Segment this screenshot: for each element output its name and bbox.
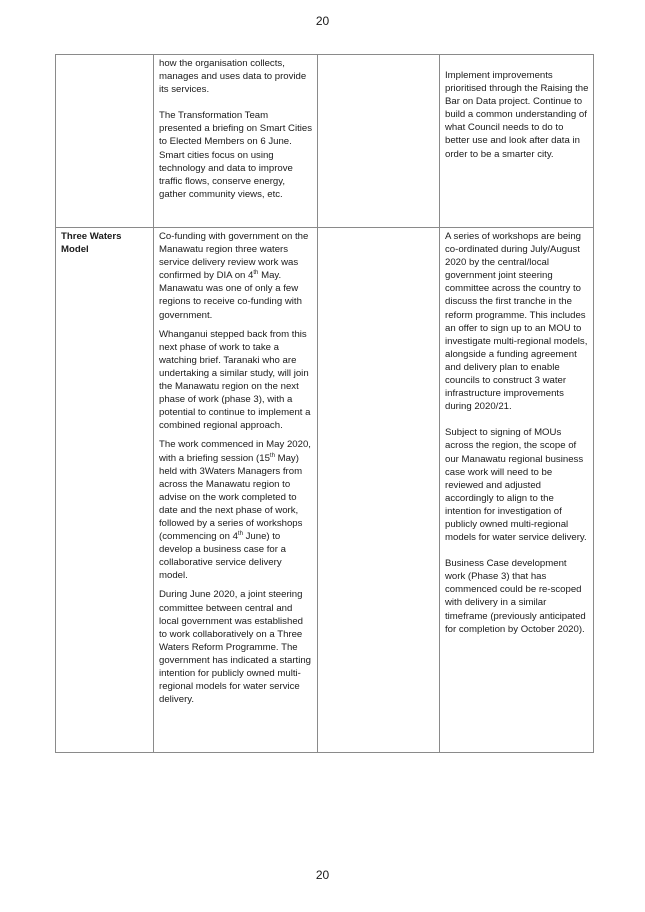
text-run: May) held with 3Waters Managers from across the Manawatu region to advise on the work completed to date and the next phase of work, followed by a series of workshops (commencing on 4 xyxy=(159,452,303,543)
next-steps-cell xyxy=(440,55,594,228)
table-row xyxy=(56,228,594,753)
superscript: th xyxy=(237,530,243,537)
page-number-bottom: 20 xyxy=(315,868,330,882)
text-run: The work commenced in May 2020, with a briefing session (15 xyxy=(159,439,311,464)
progress-paragraph: During June 2020, a joint steering committee between central and local government was established to work collaboratively on a Three Waters Reform Programme. The government has indicated a starting intention for publicly owned multi-regional models for water service delivery. xyxy=(159,589,311,706)
text-run: Co-funding with government on the Manawatu region three waters service delivery review work was confirmed by DIA on 4 xyxy=(159,231,309,282)
next-steps-paragraph: A series of workshops are being co-ordinated during July/August 2020 by the central/local government joint steering committee across the country to discuss the first tranche in the reform programme. This includes an offer to sign up to an MOU to investigate multi-regional models, alongside a funding agreement and delivery plan to enable councils to construct 3 water infrastructure improvements during 2020/21. xyxy=(445,231,588,413)
next-steps-paragraph: Business Case development work (Phase 3) that has commenced could be re-scoped with delivery in a similar timeframe (previously anticipated for completion by October 2020). xyxy=(445,558,586,635)
progress-paragraph xyxy=(159,438,313,582)
next-steps-paragraph: Subject to signing of MOUs across the region, the scope of our Manawatu regional business case work will need to be reviewed and adjusted accordingly to align to the intention for investigation of publicly owned multi-regional models for water service delivery. xyxy=(445,427,587,544)
superscript: th xyxy=(253,270,259,277)
progress-paragraph: how the organisation collects, manages and uses data to provide its services. xyxy=(159,58,307,96)
progress-paragraph: Whanganui stepped back from this next phase of work to take a watching brief. Taranaki who are undertaking a similar study, will join the Manawatu region on the next phase of work (phase 3), with a potential to continue to implement a combined regional approach. xyxy=(159,328,311,432)
row-heading-cell xyxy=(56,55,154,228)
table-row xyxy=(56,55,594,228)
progress-paragraph xyxy=(159,230,313,322)
progress-cell xyxy=(154,228,318,753)
report-table xyxy=(55,54,594,753)
page-number-top: 20 xyxy=(315,14,330,28)
next-steps-cell xyxy=(440,228,594,753)
progress-cell xyxy=(154,55,318,228)
progress-paragraph: The Transformation Team presented a briefing on Smart Cities to Elected Members on 6 June. Smart cities focus on using technology and data to improve traffic flows, conserve energy, gather community views, etc. xyxy=(159,110,313,200)
text-run: June) to develop a business case for a collaborative service delivery model. xyxy=(159,531,286,582)
superscript: th xyxy=(269,452,275,459)
row-heading-cell: Three Waters Model xyxy=(56,228,154,753)
text-run: May. Manawatu was one of only a few regions to receive co-funding with government. xyxy=(159,270,302,321)
status-cell xyxy=(318,228,440,753)
status-cell xyxy=(318,55,440,228)
next-steps-paragraph: Implement improvements prioritised through the Raising the Bar on Data project. Continue to build a common understanding of what Council needs to do to better use and look after data in order to be a smarter city. xyxy=(445,70,589,160)
